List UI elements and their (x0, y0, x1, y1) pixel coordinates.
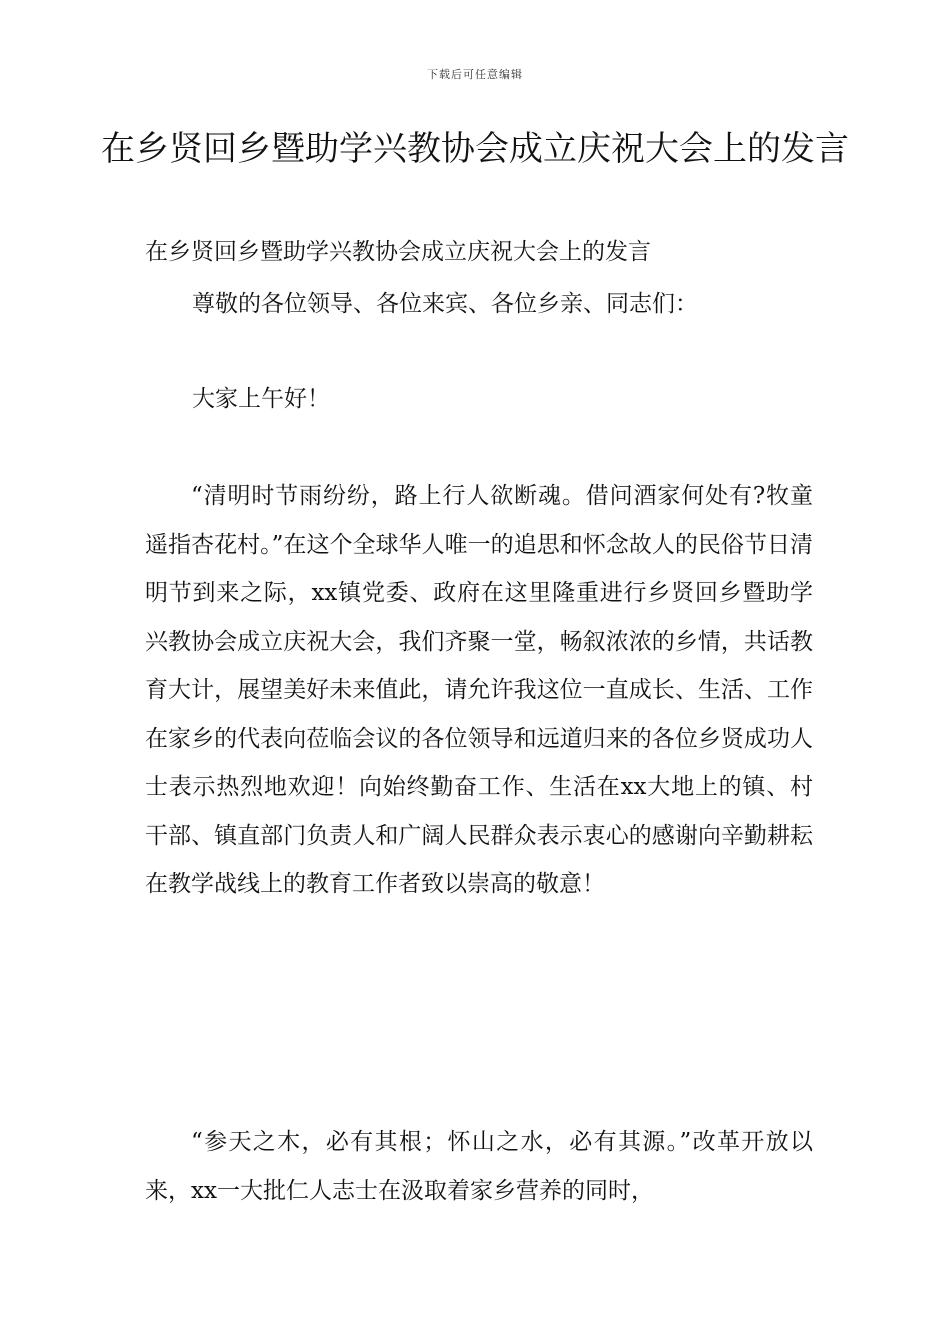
page-header-note: 下载后可任意编辑 (427, 68, 523, 81)
greeting: 大家上午好！ (192, 386, 330, 412)
salutation: 尊敬的各位领导、各位来宾、各位乡亲、同志们： (192, 291, 698, 317)
document-subtitle-line: 在乡贤回乡暨助学兴教协会成立庆祝大会上的发言 (145, 239, 651, 265)
body-paragraph: “清明时节雨纷纷，路上行人欲断魂。借问酒家何处有?牧童遥指杏花村。”在这个全球华人唯一的追思和怀念故人的民俗节日清明节到来之际，xx镇党委、政府在这里隆重进行乡贤回乡暨助学兴教协会成立庆祝大会，我们齐聚一堂，畅叙浓浓的乡情，共话教育大计，展望美好未来值此，请允许我这位一直成长、生活、工作在家乡的代表向莅临会议的各位领导和远道归来的各位乡贤成功人士表示热烈地欢迎！向始终勤奋工作、生活在xx大地上的镇、村干部、镇直部门负责人和广阔人民群众表示衷心的感谢向辛勤耕耘在教学战线上的教育工作者致以崇高的敬意！ (145, 483, 813, 897)
document-title: 在乡贤回乡暨助学兴教协会成立庆祝大会上的发言 (101, 129, 849, 169)
body-paragraph: “参天之木，必有其根；怀山之水，必有其源。”改革开放以来，xx一大批仁人志士在汲取着家乡营养的同时， (145, 1129, 813, 1204)
